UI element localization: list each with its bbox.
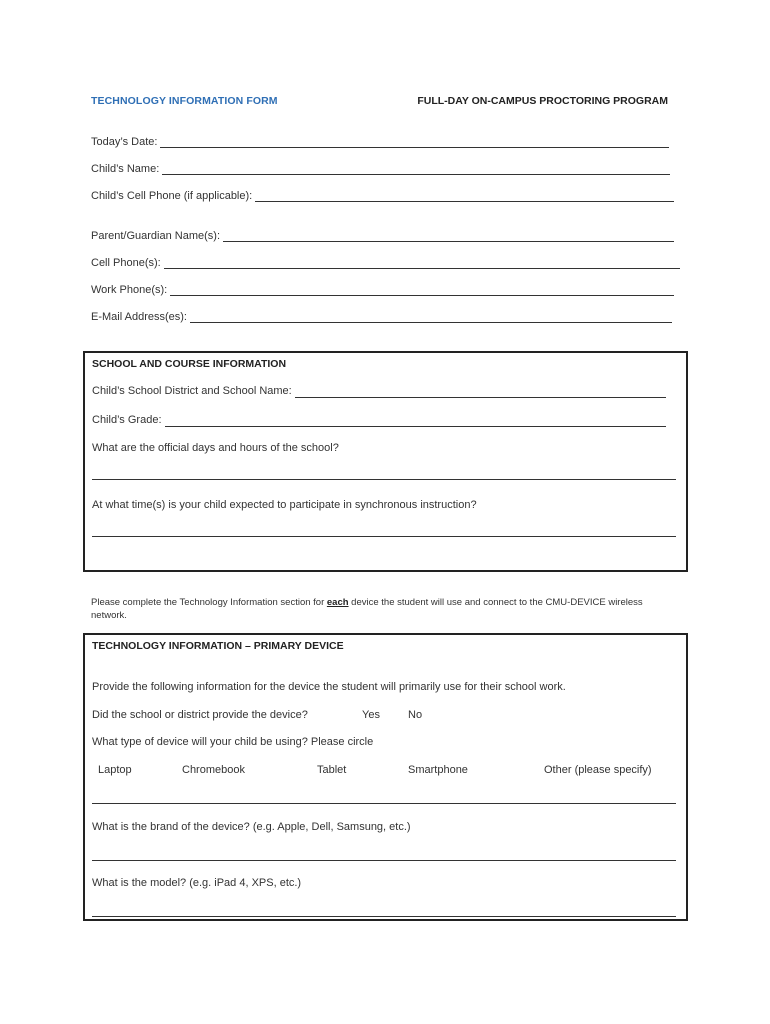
school-hours-question: What are the official days and hours of the school?: [92, 442, 339, 454]
cell-phone-field: [91, 256, 680, 269]
district-field: [92, 385, 666, 398]
childs-cell-input[interactable]: [255, 189, 674, 202]
device-brand-input[interactable]: [92, 860, 676, 861]
email-input[interactable]: [190, 310, 672, 323]
note-emphasis: each: [326, 597, 349, 608]
todays-date-label: Today’s Date:: [91, 136, 158, 148]
childs-cell-label: Child’s Cell Phone (if applicable):: [91, 190, 253, 202]
grade-label: Child’s Grade:: [92, 414, 162, 426]
todays-date-field: [91, 135, 669, 148]
program-title: FULL-DAY ON-CAMPUS PROCTORING PROGRAM: [417, 95, 668, 107]
school-section-title: SCHOOL AND COURSE INFORMATION: [92, 358, 287, 370]
instructions-note: [91, 596, 671, 622]
grade-input[interactable]: [165, 414, 667, 427]
grade-field: [92, 414, 666, 427]
childs-name-input[interactable]: [162, 162, 670, 175]
provided-yes-option[interactable]: Yes: [362, 709, 380, 721]
device-model-input[interactable]: [92, 916, 676, 917]
device-section-title: TECHNOLOGY INFORMATION – PRIMARY DEVICE: [92, 640, 344, 652]
provided-no-option[interactable]: No: [408, 709, 423, 721]
device-brand-question: What is the brand of the device? (e.g. Apple, Dell, Samsung, etc.): [92, 821, 411, 833]
form-title: TECHNOLOGY INFORMATION FORM: [91, 95, 278, 107]
note-text-after: device the student will use and connect to the CMU-DEVICE wireless network.: [91, 597, 643, 621]
district-input[interactable]: [295, 385, 666, 398]
guardian-name-input[interactable]: [223, 229, 674, 242]
school-course-section: [83, 351, 688, 572]
cell-phone-input[interactable]: [164, 256, 680, 269]
device-type-chromebook[interactable]: Chromebook: [182, 764, 245, 776]
guardian-name-field: [91, 229, 674, 242]
work-phone-field: [91, 283, 674, 296]
device-type-tablet[interactable]: Tablet: [317, 764, 347, 776]
device-type-question: What type of device will your child be using? Please circle: [92, 736, 374, 748]
device-type-smartphone[interactable]: Smartphone: [408, 764, 468, 776]
childs-cell-field: [91, 189, 674, 202]
primary-device-section: [83, 633, 688, 921]
synchronous-question: At what time(s) is your child expected to participate in synchronous instruction?: [92, 499, 477, 511]
childs-name-label: Child’s Name:: [91, 163, 160, 175]
device-model-question: What is the model? (e.g. iPad 4, XPS, etc.): [92, 877, 302, 889]
note-text-before: Please complete the Technology Information section for: [91, 597, 327, 608]
device-type-other[interactable]: Other (please specify): [544, 764, 652, 776]
device-type-laptop[interactable]: Laptop: [98, 764, 132, 776]
guardian-name-label: Parent/Guardian Name(s):: [91, 230, 220, 242]
synchronous-input[interactable]: [92, 536, 676, 537]
work-phone-input[interactable]: [170, 283, 674, 296]
email-label: E-Mail Address(es):: [91, 311, 187, 323]
work-phone-label: Work Phone(s):: [91, 284, 168, 296]
email-field: [91, 310, 672, 323]
district-label: Child’s School District and School Name:: [92, 385, 292, 397]
childs-name-field: [91, 162, 670, 175]
device-intro: Provide the following information for the device the student will primarily use for their school work.: [92, 681, 566, 693]
cell-phone-label: Cell Phone(s):: [91, 257, 161, 269]
other-specify-input[interactable]: [92, 803, 676, 804]
todays-date-input[interactable]: [160, 135, 669, 148]
school-hours-input[interactable]: [92, 479, 676, 480]
device-provided-question: Did the school or district provide the device?: [92, 709, 308, 721]
